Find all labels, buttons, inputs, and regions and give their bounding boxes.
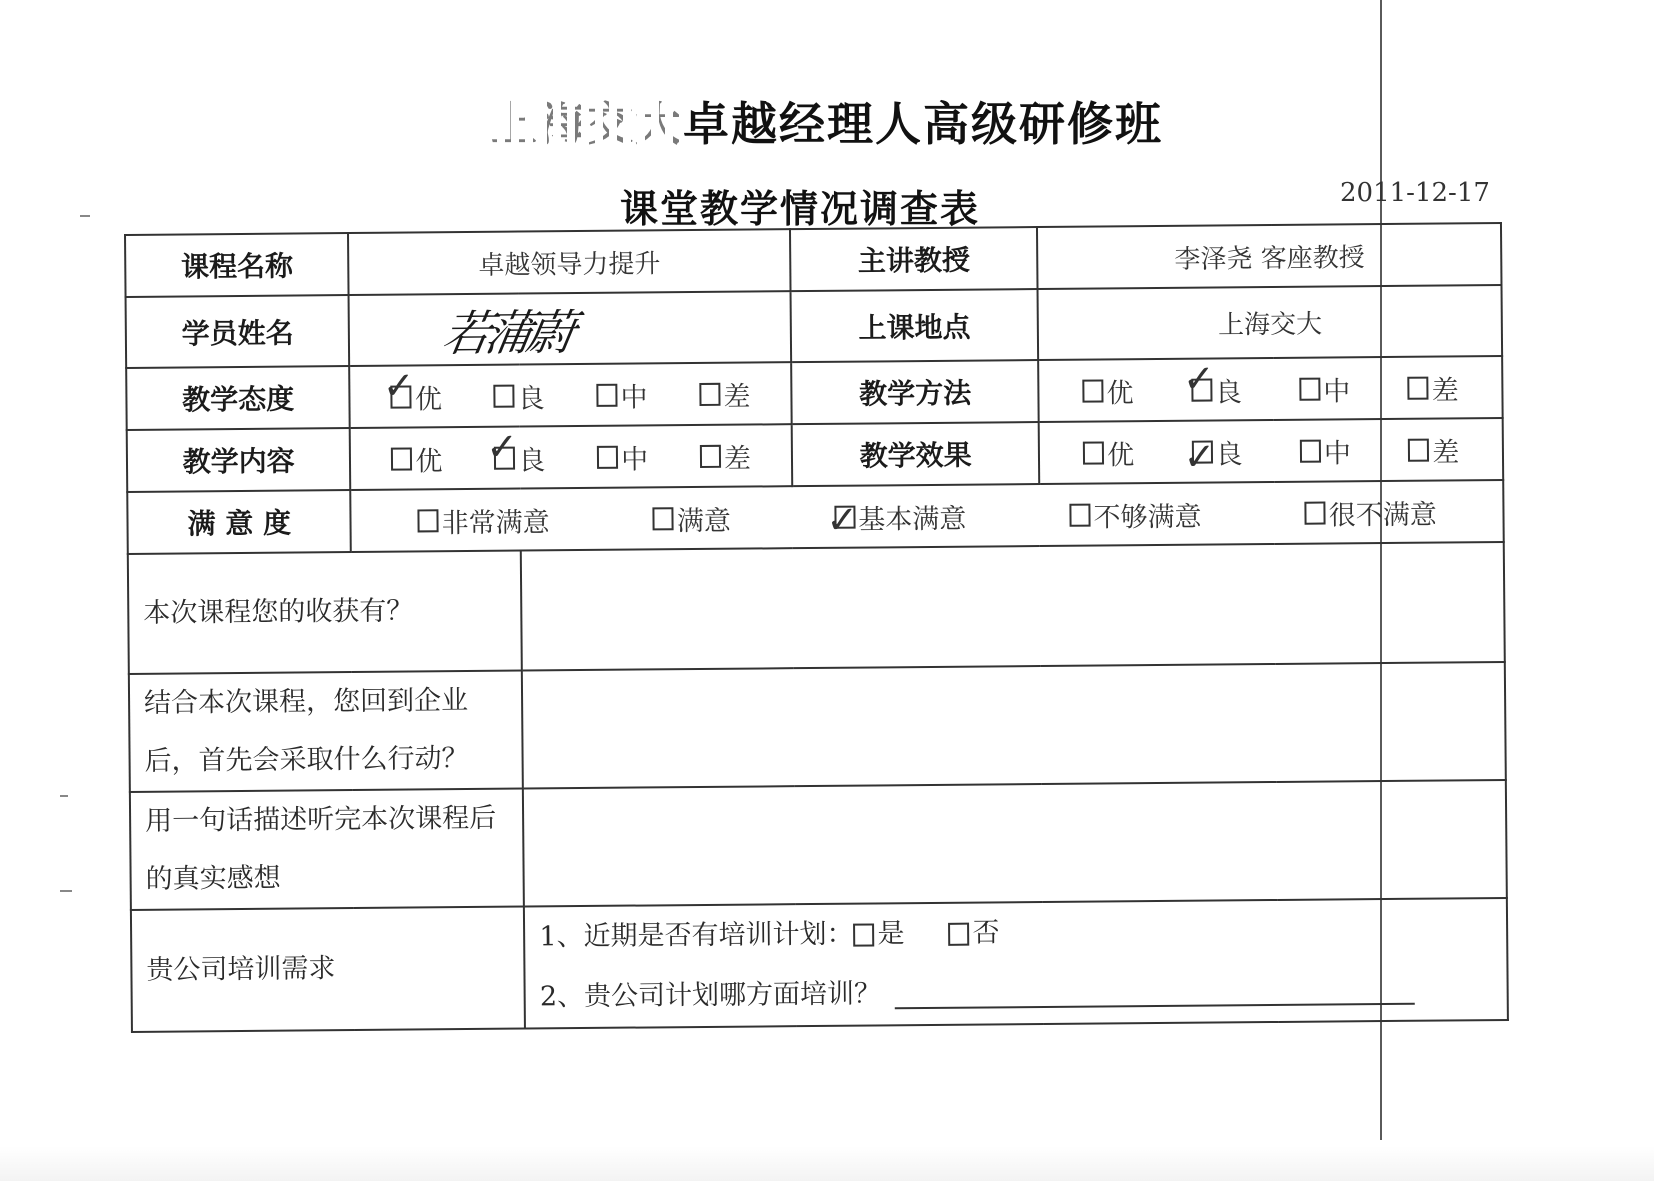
check-mark-icon: ✓ — [1182, 355, 1215, 401]
checkbox[interactable] — [1082, 379, 1103, 402]
check-mark-icon: ✓ — [485, 424, 519, 469]
attitude-option[interactable]: 中 — [596, 375, 647, 414]
effect-option[interactable]: ✓ 良 — [1183, 433, 1243, 479]
attitude-options — [350, 362, 792, 428]
checkbox[interactable] — [1408, 438, 1429, 461]
form-header — [0, 88, 1654, 154]
checkbox[interactable] — [1300, 439, 1321, 462]
satisfaction-option[interactable]: ✓ 基本满意 — [826, 497, 967, 542]
training-needs-cell — [524, 898, 1508, 1029]
checkbox[interactable] — [418, 509, 439, 532]
location-label: 上课地点 — [790, 289, 1038, 362]
question-actions: 结合本次课程，您回到企业后，首先会采取什么行动？ — [129, 671, 523, 792]
lecturer-label: 主讲教授 — [790, 227, 1038, 291]
checkbox[interactable] — [1299, 377, 1320, 400]
row-q1 — [128, 542, 1505, 674]
scan-speck — [60, 890, 72, 892]
form-date: 2011-12-17 — [1340, 178, 1490, 208]
training-needs-label: 贵公司培训需求 — [131, 907, 525, 1032]
checkbox[interactable] — [1083, 441, 1104, 464]
method-options — [1039, 356, 1503, 422]
answer-actions[interactable] — [522, 662, 1506, 789]
checkbox[interactable] — [494, 384, 515, 407]
checkbox[interactable] — [391, 447, 412, 470]
training-area-input[interactable] — [895, 975, 1415, 1010]
check-mark-icon: ✓ — [826, 497, 859, 542]
scan-speck — [60, 795, 68, 797]
checkbox[interactable] — [1069, 503, 1090, 526]
location-value: 上海交大 — [1038, 285, 1502, 360]
checkbox[interactable] — [653, 507, 674, 530]
content-label: 教学内容 — [127, 428, 351, 492]
method-option[interactable]: ✓ 良 — [1182, 355, 1243, 408]
effect-option[interactable]: 中 — [1300, 431, 1351, 470]
student-name-field[interactable] — [349, 291, 791, 366]
satisfaction-option[interactable]: 非常满意 — [417, 500, 549, 540]
satisfaction-option[interactable]: 满意 — [653, 498, 731, 538]
course-name-label: 课程名称 — [125, 233, 349, 297]
survey-table — [124, 222, 1509, 1033]
question-feelings: 用一句话描述听完本次课程后的真实感想 — [130, 789, 524, 910]
lecturer-value: 李泽尧 客座教授 — [1037, 223, 1501, 289]
effect-label: 教学效果 — [792, 422, 1040, 486]
attitude-option[interactable]: 良 — [494, 376, 545, 415]
training-yes-option[interactable]: 是 — [853, 904, 905, 964]
answer-feelings[interactable] — [523, 780, 1507, 907]
student-name-label: 学员姓名 — [126, 295, 350, 368]
row-training — [131, 898, 1508, 1032]
question-gains: 本次课程您的收获有？ — [128, 551, 522, 674]
checkbox[interactable] — [596, 383, 617, 406]
check-mark-icon: ✓ — [382, 362, 415, 408]
checkbox[interactable] — [948, 922, 969, 945]
attitude-label: 教学态度 — [126, 366, 350, 430]
course-name-value: 卓越领导力提升 — [348, 229, 790, 295]
content-options — [350, 424, 792, 490]
effect-option[interactable]: 差 — [1408, 430, 1459, 469]
row-student — [126, 285, 1503, 368]
training-plan-line: 1、近期是否有培训计划： 是 否 — [539, 899, 1492, 967]
answer-gains[interactable] — [521, 542, 1505, 671]
row-q2 — [129, 662, 1506, 792]
content-option[interactable]: 优 — [391, 439, 442, 478]
content-option[interactable]: 中 — [597, 437, 648, 476]
method-option[interactable]: 差 — [1408, 368, 1459, 407]
student-signature: 若蒲蔚 — [438, 305, 575, 363]
training-no-option[interactable]: 否 — [948, 903, 1000, 963]
effect-options — [1039, 418, 1503, 484]
method-option[interactable]: 中 — [1299, 369, 1350, 408]
satisfaction-option[interactable]: 不够满意 — [1069, 494, 1201, 534]
method-label: 教学方法 — [791, 360, 1039, 424]
method-option[interactable]: 优 — [1082, 371, 1133, 410]
checkbox[interactable] — [1305, 501, 1326, 524]
redacted-title-prefix: 上海交大 — [491, 97, 683, 151]
content-option[interactable]: 差 — [700, 436, 751, 475]
training-area-line: 2、贵公司计划哪方面培训？ — [540, 959, 1493, 1027]
program-title: 卓越经理人高级研修班 — [683, 97, 1163, 151]
attitude-option[interactable]: 差 — [699, 374, 750, 413]
checkbox[interactable] — [699, 382, 720, 405]
attitude-option[interactable]: ✓ 优 — [382, 362, 442, 415]
satisfaction-option[interactable]: 很不满意 — [1305, 492, 1437, 532]
satisfaction-options — [351, 480, 1504, 552]
checkbox[interactable] — [853, 923, 874, 946]
checkbox[interactable] — [1408, 376, 1429, 399]
row-q3 — [130, 780, 1507, 910]
check-mark-icon: ✓ — [1183, 433, 1216, 479]
effect-option[interactable]: 优 — [1083, 433, 1134, 472]
checkbox[interactable] — [700, 444, 721, 467]
checkbox[interactable] — [597, 445, 618, 468]
content-option[interactable]: ✓ 良 — [485, 424, 546, 477]
form-title: 课堂教学情况调查表 — [619, 187, 980, 231]
scan-bottom-edge — [0, 1146, 1654, 1181]
satisfaction-label: 满 意 度 — [127, 490, 351, 554]
